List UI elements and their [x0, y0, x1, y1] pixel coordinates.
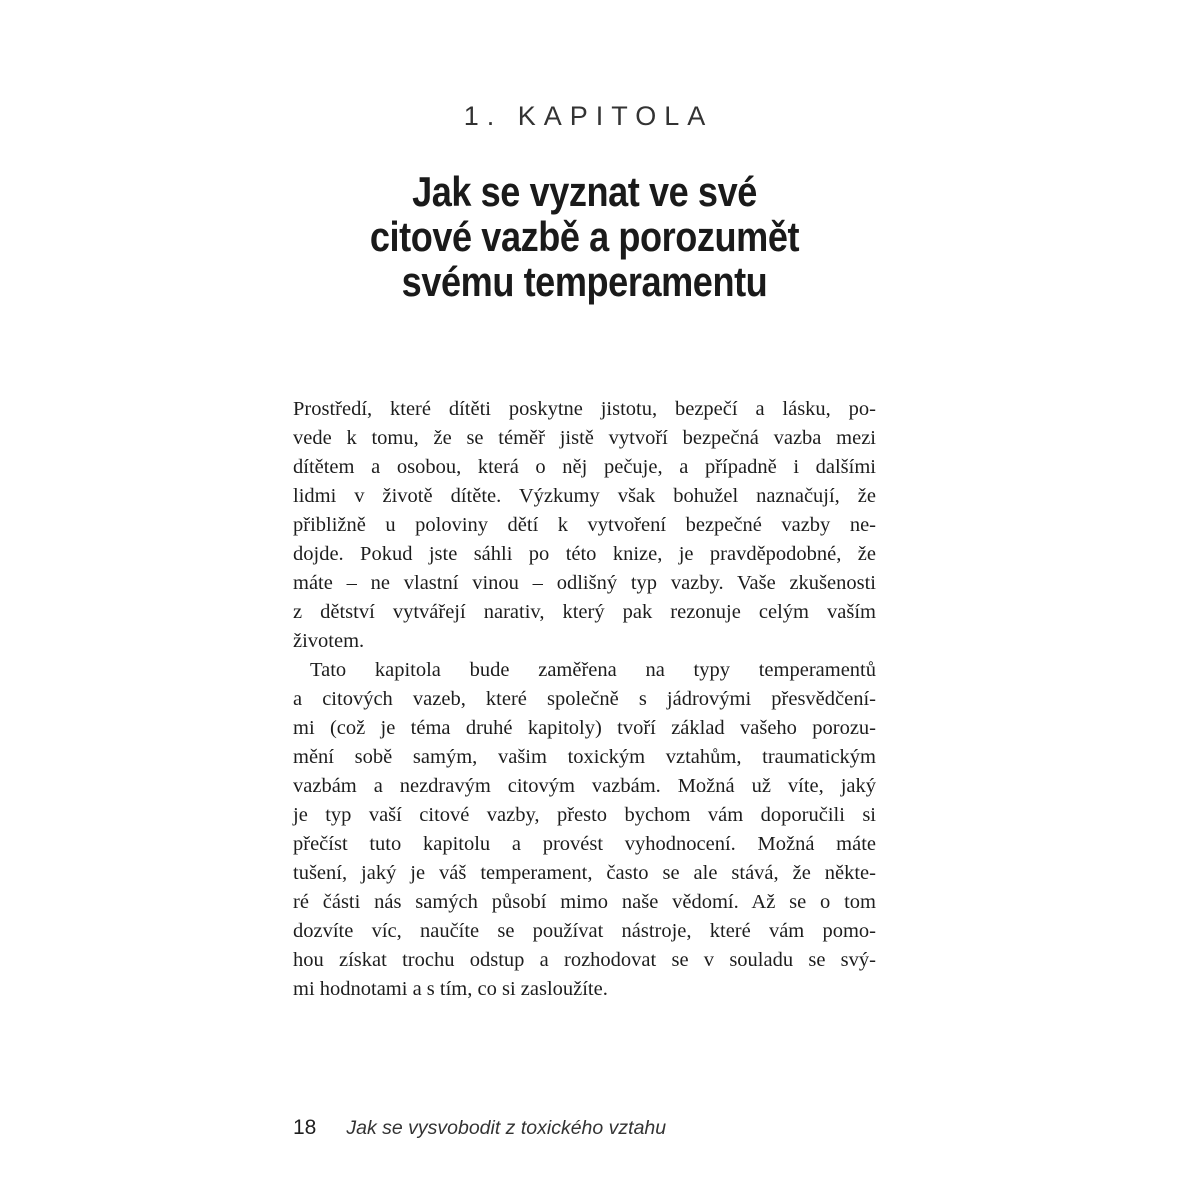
- paragraph: [293, 656, 876, 1004]
- text-line: vede k tomu, že se téměř jistě vytvoří bezpečná vazba mezi: [293, 427, 876, 449]
- text-line: a citových vazeb, které společně s jádrovými přesvědčení-: [293, 688, 876, 710]
- text-line: tušení, jaký je váš temperament, často se ale stává, že někte-: [293, 862, 876, 884]
- title-line: svému temperamentu: [401, 258, 768, 305]
- running-title: Jak se vysvobodit z toxického vztahu: [346, 1117, 667, 1139]
- text-line: dítětem a osobou, která o něj pečuje, a případně i dalšími: [293, 456, 876, 478]
- text-line: dojde. Pokud jste sáhli po této knize, je pravděpodobné, že: [293, 543, 876, 565]
- text-line: lidmi v životě dítěte. Výzkumy však bohužel naznačují, že: [293, 485, 876, 507]
- text-line: máte – ne vlastní vinou – odlišný typ vazby. Vaše zkušenosti: [293, 572, 876, 594]
- text-line: životem.: [293, 630, 365, 652]
- text-line: Prostředí, které dítěti poskytne jistotu, bezpečí a lásku, po-: [293, 398, 876, 420]
- text-line: mi hodnotami a s tím, co si zasloužíte.: [293, 978, 608, 1000]
- text-line: ré části nás samých působí mimo naše vědomí. Až se o tom: [293, 891, 876, 913]
- text-line: mi (což je téma druhé kapitoly) tvoří základ vašeho porozu-: [293, 717, 876, 739]
- text-line: vazbám a nezdravým citovým vazbám. Možná už víte, jaký: [293, 775, 876, 797]
- text-line: Tato kapitola bude zaměřena na typy temperamentů: [310, 659, 876, 681]
- chapter-kicker: 1. KAPITOLA: [463, 101, 714, 131]
- text-line: dozvíte víc, naučíte se používat nástroje, které vám pomo-: [293, 920, 876, 942]
- text-line: je typ vaší citové vazby, přesto bychom vám doporučili si: [293, 804, 876, 826]
- title-line: citové vazbě a porozumět: [369, 213, 800, 260]
- text-line: přečíst tuto kapitolu a provést vyhodnocení. Možná máte: [293, 833, 876, 855]
- text-line: z dětství vytvářejí narativ, který pak rezonuje celým vaším: [293, 601, 876, 623]
- text-line: hou získat trochu odstup a rozhodovat se v souladu se svý-: [293, 949, 876, 971]
- title-line: Jak se vyznat ve své: [412, 168, 757, 215]
- paragraph: [293, 395, 876, 656]
- text-line: mění sobě samým, vašim toxickým vztahům, traumatickým: [293, 746, 876, 768]
- page-footer: [293, 1116, 876, 1140]
- body-text: [293, 395, 876, 1004]
- page-number: 18: [293, 1116, 317, 1139]
- chapter-title: [334, 169, 835, 304]
- text-line: přibližně u poloviny dětí k vytvoření bezpečné vazby ne-: [293, 514, 876, 536]
